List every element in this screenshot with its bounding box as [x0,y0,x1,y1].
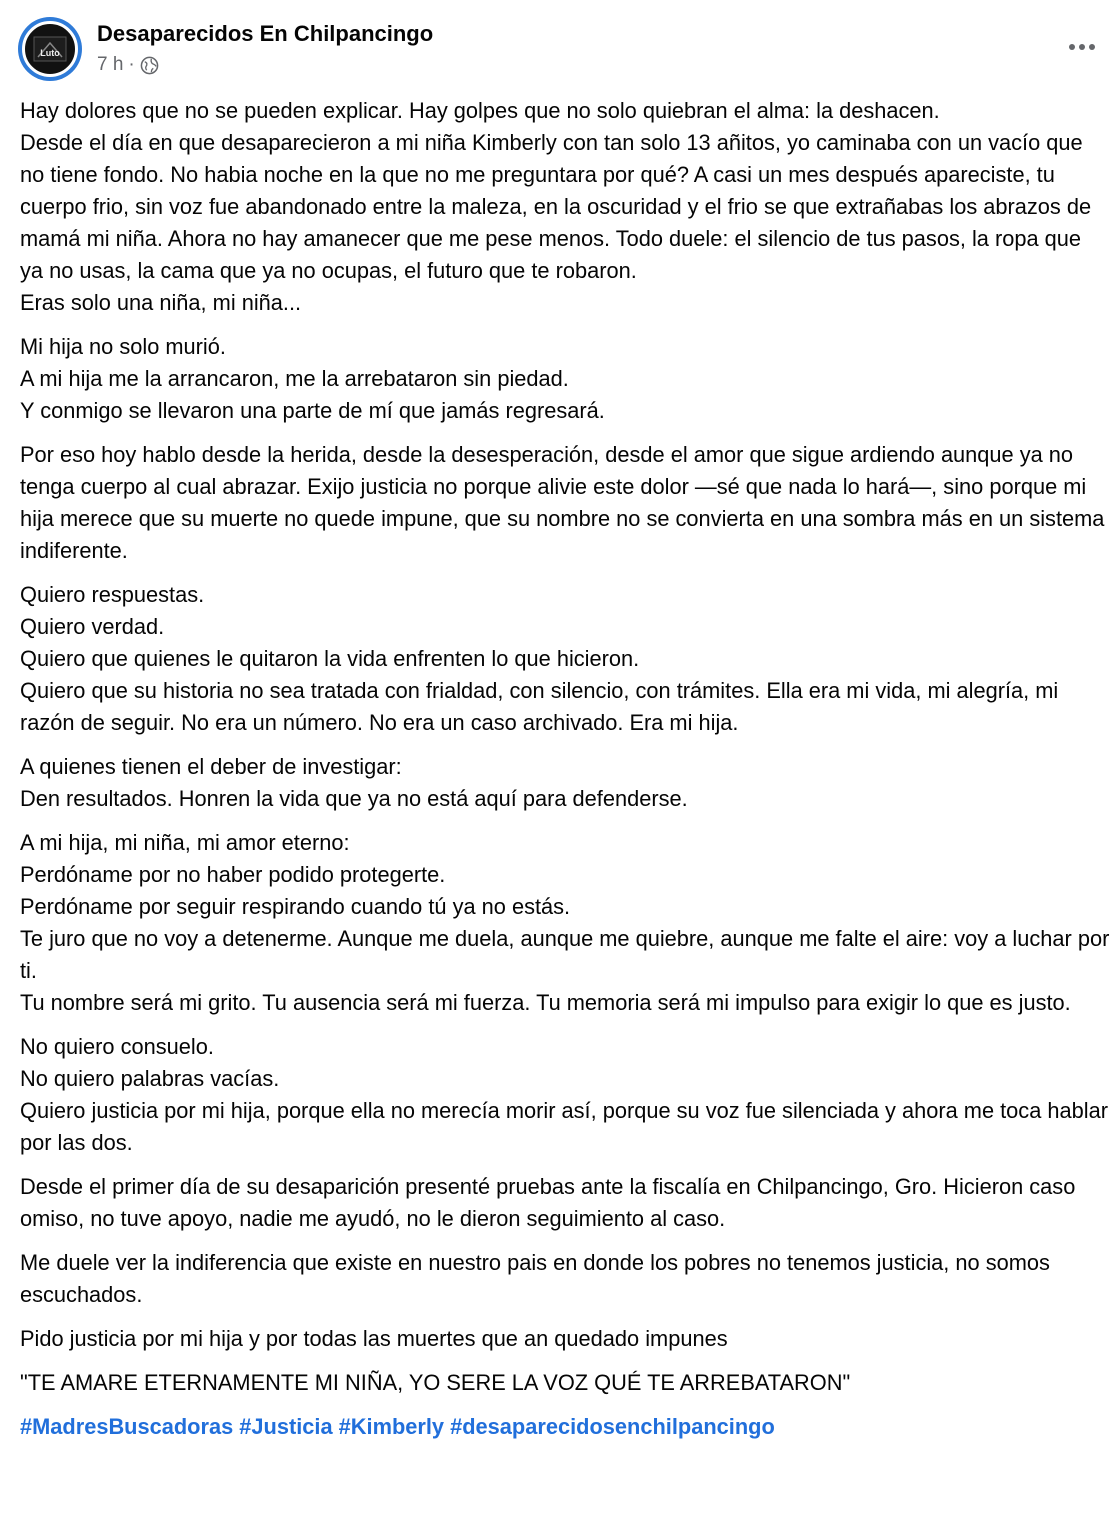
post-paragraph: "TE AMARE ETERNAMENTE MI NIÑA, YO SERE LA VOZ QUÉ TE ARREBATARON" [20,1370,851,1395]
post-meta [97,54,159,76]
post-paragraph: Quiero respuestas. Quiero verdad. Quiero que quienes le quitaron la vida enfrenten lo que hicieron. Quiero que su historia no sea tratada con frialdad, con silencio, con trámites. Ella era mi vida, mi alegría, mi razón de seguir. No era un número. No era un caso archivado. Era mi hija. [20,582,1059,735]
hashtag-link[interactable]: #desaparecidosenchilpancingo [450,1414,775,1439]
page-name-link[interactable]: Desaparecidos En Chilpancingo [97,21,434,46]
post-text [20,95,1110,1443]
post-paragraph: Por eso hoy hablo desde la herida, desde la desesperación, desde el amor que sigue ardiendo aunque ya no tenga cuerpo al cual abrazar. Exijo justicia no porque alivie este dolor —sé que nada lo hará—, sino porque mi hija merece que su muerte no quede impune, que su nombre no se convierta en una sombra más en un sistema indiferente. [20,442,1111,563]
globe-icon[interactable] [140,56,159,75]
post-paragraph: No quiero consuelo. No quiero palabras vacías. Quiero justicia por mi hija, porque ella no merecía morir así, porque su voz fue silenciada y ahora me toca hablar por las dos. [20,1034,1108,1155]
meta-separator: · [128,54,135,75]
post-paragraph: A mi hija, mi niña, mi amor eterno: Perdóname por no haber podido protegerte. Perdóname por seguir respirando cuando tú ya no estás. Te juro que no voy a detenerme. Aunque me duela, aunque me quiebre, aunque me falte el aire: voy a luchar por ti. Tu nombre será mi grito. Tu ausencia será mi fuerza. Tu memoria será mi impulso para exigir lo que es justo. [20,830,1110,1015]
post-paragraph: A quienes tienen el deber de investigar: Den resultados. Honren la vida que ya no está aquí para defenderse. [20,754,688,811]
hashtag-list [20,1411,1110,1443]
more-options-icon [1069,44,1075,50]
post-paragraph: Hay dolores que no se pueden explicar. Hay golpes que no solo quiebran el alma: la deshacen. Desde el día en que desaparecieron a mi niña Kimberly con tan solo 13 añitos, yo caminaba con un vacío que no tiene fondo. No habia noche en la que no me preguntara por qué? A casi un mes después apareciste, tu cuerpo frio, sin voz fue abandonado entre la maleza, en la oscuridad y el frio se que extrañabas los abrazos de mamá mi niña. Ahora no hay amanecer que me pese menos. Todo duele: el silencio de tus pasos, la ropa que ya no usas, la cama que ya no ocupas, el futuro que te robaron. Eras solo una niña, mi niña... [20,98,1092,315]
svg-text:Luto: Luto [40,48,60,58]
post-paragraph: Mi hija no solo murió. A mi hija me la arrancaron, me la arrebataron sin piedad. Y conmigo se llevaron una parte de mí que jamás regresará. [20,334,605,423]
post-paragraph: Me duele ver la indiferencia que existe en nuestro pais en donde los pobres no tenemos justicia, no somos escuchados. [20,1250,1056,1307]
post-paragraph: Pido justicia por mi hija y por todas las muertes que an quedado impunes [20,1326,728,1351]
luto-logo [28,27,72,71]
hashtag-link[interactable]: #MadresBuscadoras [20,1414,234,1439]
post-header [18,17,1102,83]
page-avatar[interactable] [18,17,82,81]
hashtag-link[interactable]: #Kimberly [338,1414,445,1439]
more-options-button[interactable] [1062,29,1102,65]
hashtag-link[interactable]: #Justicia [239,1414,333,1439]
post-paragraph: Desde el primer día de su desaparición presenté pruebas ante la fiscalía en Chilpancingo, Gro. Hicieron caso omiso, no tuve apoyo, nadie me ayudó, no le dieron seguimiento al caso. [20,1174,1082,1231]
post-time[interactable]: 7 h [97,54,124,75]
